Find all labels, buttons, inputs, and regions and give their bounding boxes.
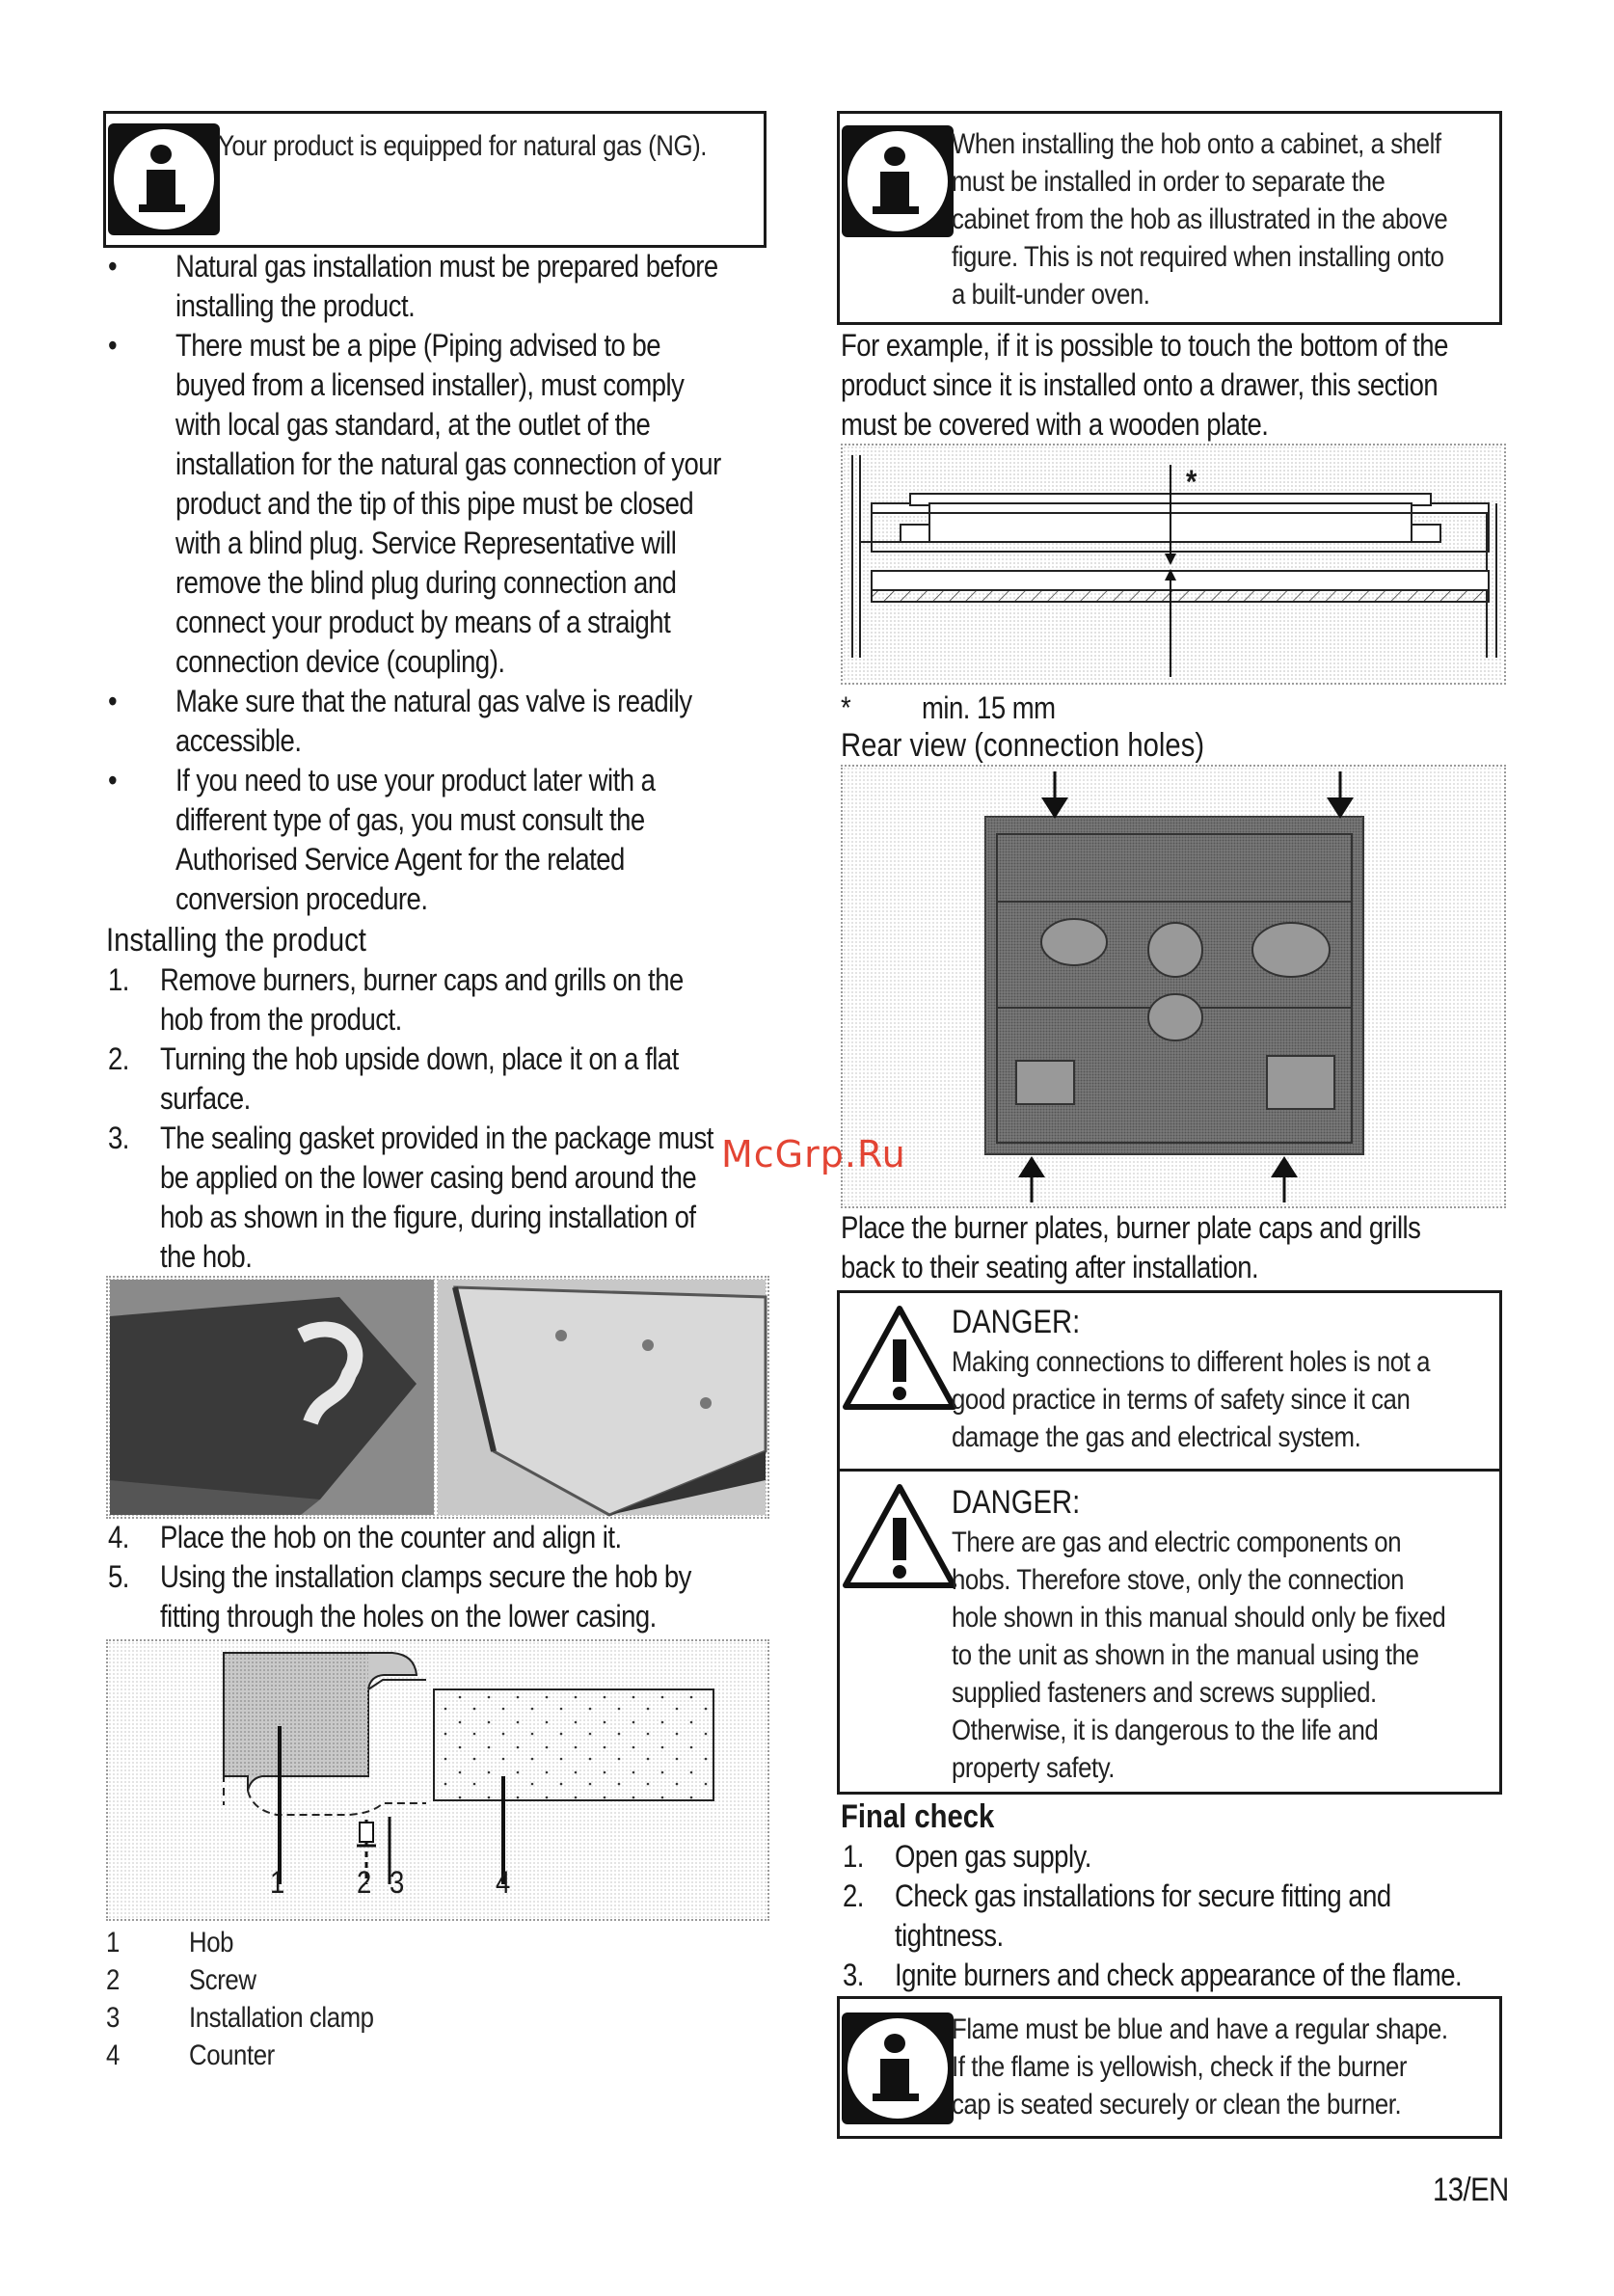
step-line: The sealing gasket provided in the package must — [160, 1121, 713, 1155]
step-line: tightness. — [895, 1918, 1004, 1953]
section-heading-final-check: Final check — [841, 1798, 995, 1835]
step-line: hob as shown in the figure, during installation of — [160, 1200, 696, 1234]
step-number: 3. — [843, 1958, 864, 1992]
text-line: Place the burner plates, burner plate caps and grills — [841, 1210, 1421, 1245]
info-icon — [842, 125, 954, 237]
text-line: Making connections to different holes is not a — [952, 1346, 1431, 1378]
text-line: product since it is installed onto a drawer, this section — [841, 367, 1439, 402]
danger-box-2 — [837, 1469, 1502, 1795]
step-line: surface. — [160, 1081, 251, 1116]
bullet-dot: • — [108, 249, 118, 284]
step-line: Turning the hob upside down, place it on a flat — [160, 1041, 679, 1076]
figure-number-4: 4 — [496, 1865, 510, 1900]
figure-number-3: 3 — [390, 1865, 404, 1900]
step-number: 3. — [108, 1121, 129, 1155]
info-icon — [108, 123, 220, 235]
shelf-star-mark: * — [1186, 464, 1197, 500]
danger-title: DANGER: — [952, 1484, 1081, 1521]
danger-title: DANGER: — [952, 1304, 1081, 1340]
text-line: supplied fasteners and screws supplied. — [952, 1677, 1377, 1709]
text-line: cap is seated securely or clean the burner. — [952, 2089, 1402, 2120]
step-line: hob from the product. — [160, 1002, 402, 1037]
figure-number-2: 2 — [357, 1865, 371, 1900]
rear-view-figure — [841, 765, 1506, 1208]
text-line: cabinet from the hob as illustrated in the above — [952, 203, 1448, 235]
figure-number-1: 1 — [270, 1865, 284, 1900]
legend-label: Counter — [189, 2039, 275, 2071]
text-line: Otherwise, it is dangerous to the life and — [952, 1715, 1379, 1746]
legend-label: Hob — [189, 1927, 234, 1958]
shelf-diagram-figure — [841, 444, 1506, 685]
warning-triangle-icon — [842, 1303, 957, 1418]
section-heading-installing: Installing the product — [106, 922, 366, 959]
bullet-line: Make sure that the natural gas valve is readily — [175, 684, 692, 718]
info-box-shelf — [837, 111, 1502, 325]
step-line: Open gas supply. — [895, 1839, 1091, 1874]
bullet-dot: • — [108, 763, 118, 797]
gasket-photo-figure — [106, 1276, 769, 1519]
step-line: the hob. — [160, 1239, 253, 1274]
bullet-line: with a blind plug. Service Representative will — [175, 526, 677, 560]
bullet-line: product and the tip of this pipe must be closed — [175, 486, 694, 521]
text-line: hobs. Therefore stove, only the connection — [952, 1564, 1405, 1596]
warning-triangle-icon — [842, 1481, 957, 1597]
info-box-natural-gas — [103, 111, 767, 248]
step-line: Check gas installations for secure fitting and — [895, 1878, 1391, 1913]
text-line: good practice in terms of safety since it can — [952, 1384, 1411, 1416]
step-line: Place the hob on the counter and align it. — [160, 1520, 622, 1554]
bullet-line: Natural gas installation must be prepared before — [175, 249, 718, 284]
legend-number: 3 — [106, 2002, 120, 2034]
bullet-line: conversion procedure. — [175, 881, 428, 916]
step-line: Remove burners, burner caps and grills on the — [160, 962, 684, 997]
footnote-mark: * — [841, 690, 851, 725]
info-box-flame — [837, 1996, 1502, 2139]
text-line: When installing the hob onto a cabinet, a shelf — [952, 128, 1441, 160]
bullet-line: There must be a pipe (Piping advised to be — [175, 328, 661, 363]
bullet-line: installing the product. — [175, 288, 416, 323]
legend-number: 1 — [106, 1927, 120, 1958]
bullet-line: buyed from a licensed installer), must comply — [175, 367, 685, 402]
legend-label: Screw — [189, 1964, 256, 1996]
clamp-diagram-figure — [106, 1639, 769, 1921]
bullet-dot: • — [108, 684, 118, 718]
step-number: 1. — [843, 1839, 864, 1874]
step-line: fitting through the holes on the lower casing. — [160, 1599, 657, 1634]
text-line: If the flame is yellowish, check if the burner — [952, 2051, 1408, 2083]
bullet-line: different type of gas, you must consult the — [175, 802, 645, 837]
step-number: 5. — [108, 1559, 129, 1594]
bullet-line: connect your product by means of a straight — [175, 605, 671, 639]
text-line: must be installed in order to separate the — [952, 166, 1385, 198]
legend-number: 2 — [106, 1964, 120, 1996]
text-line: figure. This is not required when installing onto — [952, 241, 1444, 273]
text-line: There are gas and electric components on — [952, 1526, 1402, 1558]
step-line: be applied on the lower casing bend around the — [160, 1160, 697, 1195]
text-line: back to their seating after installation. — [841, 1250, 1259, 1284]
text-line: to the unit as shown in the manual using the — [952, 1639, 1419, 1671]
step-number: 4. — [108, 1520, 129, 1554]
info-box-text: Your product is equipped for natural gas (NG). — [218, 130, 708, 162]
bullet-dot: • — [108, 328, 118, 363]
watermark: McGrp.Ru — [721, 1133, 906, 1175]
text-line: For example, if it is possible to touch the bottom of the — [841, 328, 1448, 363]
text-line: hole shown in this manual should only be fixed — [952, 1602, 1446, 1634]
bullet-line: connection device (coupling). — [175, 644, 505, 679]
bullet-line: with local gas standard, at the outlet of the — [175, 407, 651, 442]
danger-box-1 — [837, 1290, 1502, 1472]
bullet-line: Authorised Service Agent for the related — [175, 842, 625, 877]
step-line: Ignite burners and check appearance of the flame. — [895, 1958, 1463, 1992]
step-number: 2. — [108, 1041, 129, 1076]
text-line: a built-under oven. — [952, 279, 1150, 311]
legend-label: Installation clamp — [189, 2002, 374, 2034]
step-number: 1. — [108, 962, 129, 997]
bullet-line: installation for the natural gas connection of your — [175, 446, 721, 481]
step-line: Using the installation clamps secure the hob by — [160, 1559, 691, 1594]
step-number: 2. — [843, 1878, 864, 1913]
footnote-text: min. 15 mm — [922, 690, 1056, 725]
legend-number: 4 — [106, 2039, 120, 2071]
rear-view-heading: Rear view (connection holes) — [841, 727, 1205, 764]
text-line: damage the gas and electrical system. — [952, 1421, 1361, 1453]
info-icon — [842, 2012, 954, 2124]
page-number: 13/EN — [1433, 2172, 1509, 2208]
text-line: property safety. — [952, 1752, 1116, 1784]
bullet-line: remove the blind plug during connection and — [175, 565, 677, 600]
bullet-line: If you need to use your product later with a — [175, 763, 656, 797]
text-line: Flame must be blue and have a regular shape. — [952, 2013, 1448, 2045]
text-line: must be covered with a wooden plate. — [841, 407, 1269, 442]
bullet-line: accessible. — [175, 723, 302, 758]
